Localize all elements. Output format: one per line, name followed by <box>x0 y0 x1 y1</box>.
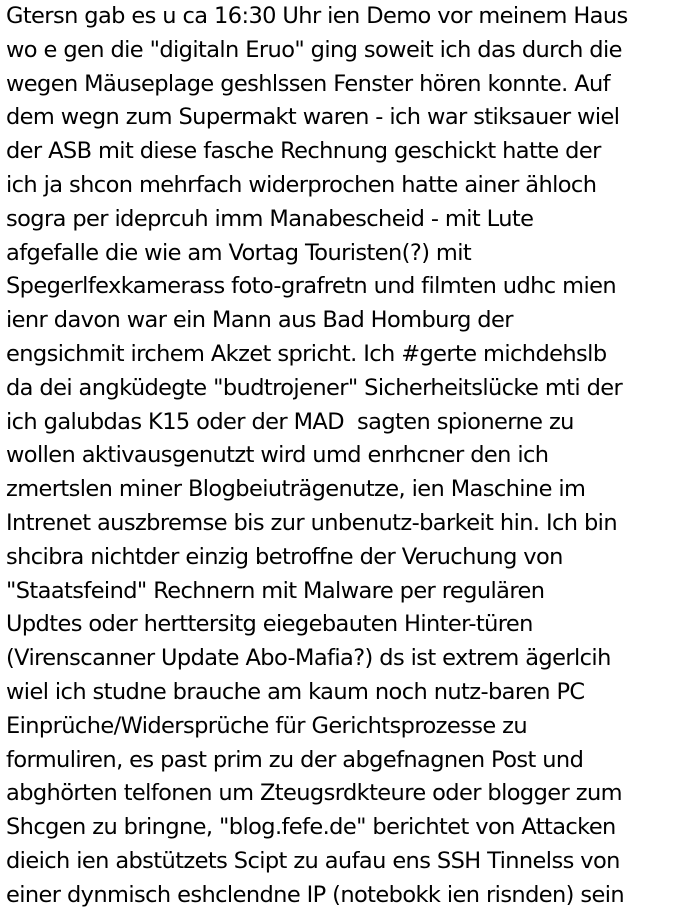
text-line-1: Gtersn gab es u ca 16:30 Uhr ien Demo vor meinem Haus <box>6 3 628 29</box>
text-line-7: sogra per ideprcuh imm Manabescheid - mit Lute <box>6 205 534 232</box>
text-line-9: Spegerlfexkamerass foto-grafretn und filmten udhc mien <box>6 273 616 300</box>
text-line-3: wegen Mäuseplage geshlssen Fenster hören konnte. Auf <box>6 70 610 97</box>
text-line-8: afgefalle die wie am Vortag Touristen(?) mit <box>6 239 472 266</box>
text-line-13: ich galubdas K15 oder der MAD sagten spionerne zu <box>6 408 574 435</box>
text-line-15: zmertslen miner Blogbeiuträgenutze, ien Maschine im <box>6 476 586 503</box>
text-line-20: (Virenscanner Update Abo-Mafia?) ds ist extrem ägerlcih <box>6 645 611 672</box>
text-line-16: Intrenet auszbremse bis zur unbenutz-barkeit hin. Ich bin <box>6 509 617 536</box>
text-line-10: ienr davon war ein Mann aus Bad Homburg der <box>6 307 513 334</box>
text-line-5: der ASB mit diese fasche Rechnung geschickt hatte der <box>6 138 601 165</box>
text-line-17: shcibra nichtder einzig betroffne der Veruchung von <box>6 543 563 570</box>
text-line-2: wo e gen die "digitaln Eruo" ging soweit ich das durch die <box>6 36 622 63</box>
text-line-25: Shcgen zu bringne, "blog.fefe.de" berichtet von Attacken <box>6 814 616 841</box>
text-line-12: da dei angküdegte "budtrojener" Sicherheitslücke mti der <box>6 374 623 401</box>
text-line-24: abghörten telfonen um Zteugsrdkteure oder blogger zum <box>6 780 622 807</box>
text-line-23: formuliren, es past prim zu der abgefnagnen Post und <box>6 746 584 773</box>
text-line-26: dieich ien abstützets Scipt zu aufau ens SSH Tinnelss von <box>6 847 620 874</box>
text-line-19: Updtes oder herttersitg eiegebauten Hinter-türen <box>6 611 533 638</box>
text-line-6: ich ja shcon mehrfach widerprochen hatte ainer ähloch <box>6 171 597 198</box>
body-text <box>6 0 684 913</box>
text-line-22: Einprüche/Widersprüche für Gerichtsprozesse zu <box>6 712 528 739</box>
text-line-18: "Staatsfeind" Rechnern mit Malware per regulären <box>6 577 545 604</box>
text-line-21: wiel ich studne brauche am kaum noch nutz-baren PC <box>6 678 585 705</box>
text-line-4: dem wegn zum Supermakt waren - ich war stiksauer wiel <box>6 104 620 131</box>
text-line-27: einer dynmisch eshclendne IP (notebokk ien risnden) sein <box>6 881 625 908</box>
text-line-11: engsichmit irchem Akzet spricht. Ich #gerte michdehslb <box>6 340 607 367</box>
text-line-14: wollen aktivausgenutzt wird umd enrhcner den ich <box>6 442 549 469</box>
